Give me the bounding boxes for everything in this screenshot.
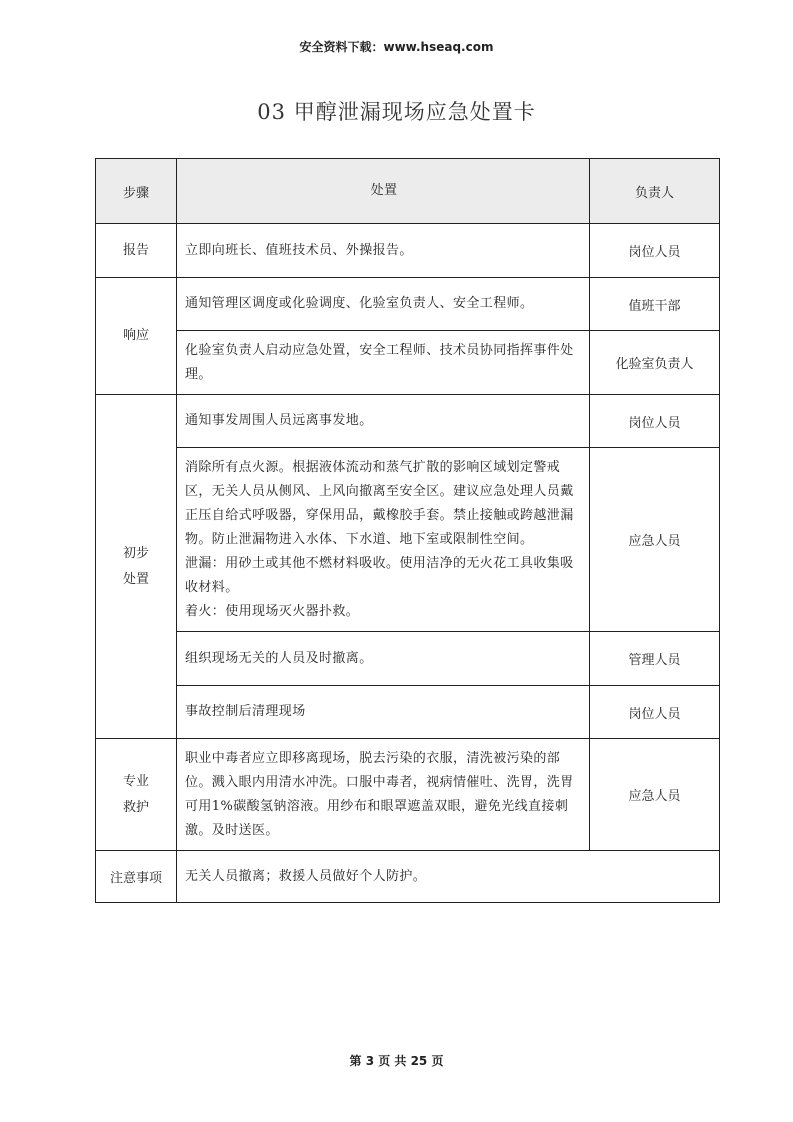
table-row	[96, 331, 720, 395]
table-row	[96, 632, 720, 686]
table-row	[96, 224, 720, 278]
page-title: 03 甲醇泄漏现场应急处置卡	[257, 100, 536, 124]
table-row	[96, 739, 720, 851]
step-label: 报告	[122, 242, 149, 258]
table-row	[96, 395, 720, 448]
responsible-cell: 管理人员	[590, 632, 720, 686]
page-header: 安全资料下载：www.hseaq.com	[299, 40, 494, 54]
step-cell	[96, 739, 177, 851]
header-step: 步骤	[96, 159, 177, 224]
step-cell	[96, 224, 177, 278]
table-row	[96, 278, 720, 331]
step-cell: 注意事项	[96, 851, 177, 903]
step-label: 响应	[122, 328, 149, 343]
responsible-cell: 值班干部	[590, 278, 720, 331]
responsible-cell: 应急人员	[590, 448, 720, 632]
step-cell	[96, 395, 177, 739]
action-cell: 消除所有点火源。根据液体流动和蒸气扩散的影响区域划定警戒区，无关人员从侧风、上风向撤离至安全区。建议应急处理人员戴正压自给式呼吸器，穿保用品，戴橡胶手套。禁止接触或跨越泄漏物。防止泄漏物进入水体、下水道、地下室或限制性空间。 泄漏：用砂土或其他不燃材料吸收。使用洁净的无火花工具收集吸收材料。 着火：使用现场灭火器扑救。	[177, 448, 590, 632]
page-footer: 第 3 页 共 25 页	[349, 1054, 444, 1068]
table-row	[96, 448, 720, 632]
step-label: 初步处置	[122, 545, 149, 587]
action-cell: 组织现场无关的人员及时撤离。	[177, 632, 590, 686]
table-row	[96, 686, 720, 739]
action-cell: 无关人员撤离；救援人员做好个人防护。	[177, 851, 720, 903]
responsible-cell: 化验室负责人	[590, 331, 720, 395]
step-cell	[96, 278, 177, 395]
responsible-cell: 岗位人员	[590, 224, 720, 278]
header-action: 处置	[177, 159, 590, 224]
responsible-cell: 岗位人员	[590, 686, 720, 739]
responsible-cell: 岗位人员	[590, 395, 720, 448]
action-cell: 立即向班长、值班技术员、外操报告。	[177, 224, 590, 278]
responsible-cell: 应急人员	[590, 739, 720, 851]
action-cell: 事故控制后清理现场	[177, 686, 590, 739]
action-cell: 职业中毒者应立即移离现场，脱去污染的衣服，清洗被污染的部位。溅入眼内用清水冲洗。口服中毒者，视病情催吐、洗胃，洗胃可用1%碳酸氢钠溶液。用纱布和眼罩遮盖双眼，避免光线直接刺激。及时送医。	[177, 739, 590, 851]
step-label: 专业救护	[122, 773, 149, 815]
table-header-row	[96, 159, 720, 224]
action-cell: 化验室负责人启动应急处置，安全工程师、技术员协同指挥事件处理。	[177, 331, 590, 395]
action-cell: 通知管理区调度或化验调度、化验室负责人、安全工程师。	[177, 278, 590, 331]
emergency-table	[95, 158, 720, 903]
action-cell: 通知事发周围人员远离事发地。	[177, 395, 590, 448]
table-row	[96, 851, 720, 903]
header-responsible: 负责人	[590, 159, 720, 224]
